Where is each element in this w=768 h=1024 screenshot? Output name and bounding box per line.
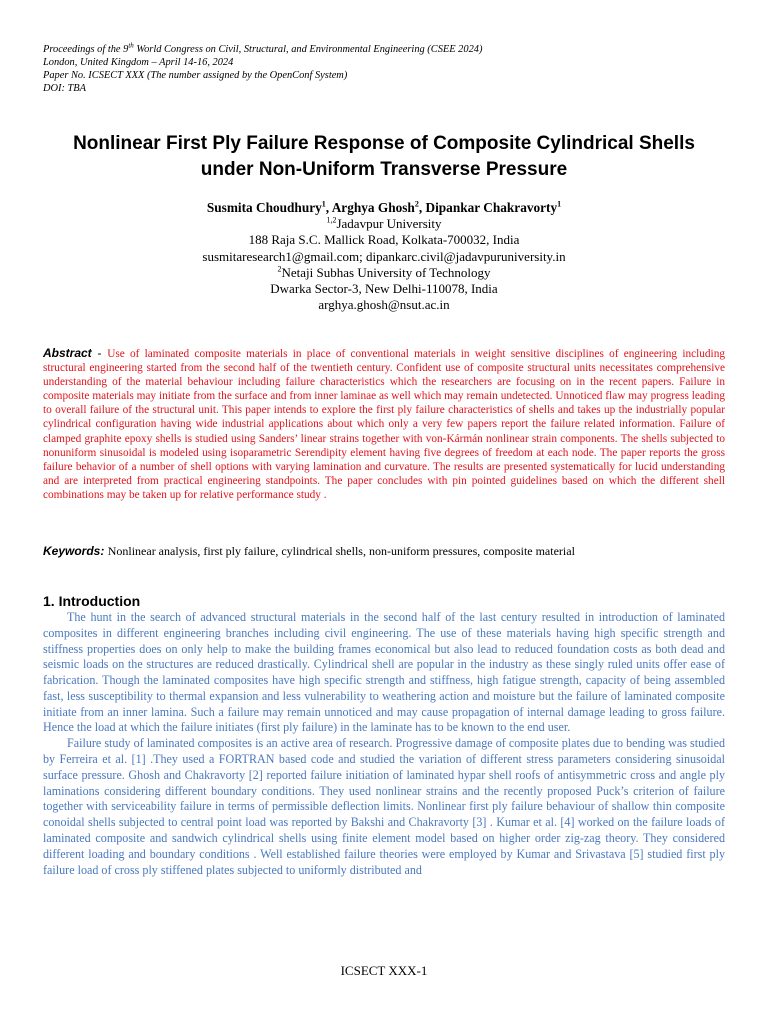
section-heading-introduction: 1. Introduction <box>43 593 141 609</box>
affiliation-2-address: Dwarka Sector-3, New Delhi-110078, India <box>270 281 498 297</box>
paragraph: The hunt in the search of advanced structural materials in the second half of the last century resulted in introduction of laminated composites in different engineering branches including civil engineering. The use of these materials having high specific strength and stiffness properties does on only help to make the building frames economical but also lead to reduced foundation costs as both dead and seismic loads on the structures are reduced drastically. Cylindrical shell are popular in the industry as these singly ruled units offer ease of fabrication. Though the laminated composites have high specific strength and stiffness, high fatigue strength, capacity of being assembled fast, less susceptibility to thermal expansion and less vulnerability to weathering action and moisture but the failure of laminated composite initiate from an inner lamina. Such a failure may remain unnoticed and may cause propagation of internal damage leading to gross failure. Hence the load at which the failure initiates (first ply failure) in the laminate has to be known to the end user. <box>43 610 725 735</box>
paragraph: Failure study of laminated composites is an active area of research. Progressive damage of composite plates due to bending was studied by Ferreira et al. [1] .They used a FORTRAN based code and studied the variation of different stress parameters considering sinusoidal surface pressure. Ghosh and Chakravorty [2] reported failure initiation of laminated hypar shell roofs of antisymmetric cross and angle ply laminations considering different boundary conditions. They used nonlinear strains and the recently proposed Puck’s criterion of failure together with serviceability failure in terms of permissible deflection limits. Nonlinear first ply failure behaviour of shallow thin composite conoidal shells subjected to central point load was reported by Bakshi and Chakravorty [3] . Kumar et al. [4] worked on the failure loads of laminated composite and sandwich cylindrical shells using finite element model based on higher order zig-zag theory. They considered different loading and boundary conditions . Well established failure theories were employed by Kumar and Srivastava [5] studied first ply failure load of cross ply stiffened plates subjected to uniformly distributed and <box>43 736 725 877</box>
conference-location-date: London, United Kingdom – April 14-16, 2024 <box>43 57 234 68</box>
affiliation-1-address: 188 Raja S.C. Mallick Road, Kolkata-700032, India <box>248 232 520 248</box>
affiliation-2-email: arghya.ghosh@nsut.ac.in <box>318 297 450 313</box>
affiliation-1: $^{1,2}$Jadavpur University <box>326 215 442 232</box>
keywords: Keywords: Nonlinear analysis, first ply failure, cylindrical shells, non-uniform pressures, composite material <box>43 544 575 558</box>
author-names: Susmita Choudhury$^1$, Arghya Ghosh$^2$, Dipankar Chakravorty$^1$ <box>206 199 562 215</box>
abstract-text: Use of laminated composite materials in place of conventional materials in weight sensitive disciplines of engineering including structural engineering started from the second half of the twentieth century. Confident use of composite structural units necessitates comprehensive understanding of the material behaviour including failure characteristics which the researchers are focusing on in the recent papers. Failure in composite materials may initiate from the surface and from inner laminae as well which may remain undetected. Unnoticed flaw may progress leading to overall failure of the structural unit. This paper intends to explore the first ply failure characteristics of shells and takes up the industrially popular cylindrical configuration having wide industrial applications about which only a very few papers report the failure related information. Failure of clamped graphite epoxy shells is studied using Sanders’ linear strains together with von-Kármán nonlinear strain components. The shells subjected to nonuniform sinusoidal is modeled using isoparametric Serendipity element having five degrees of freedom at each node. The paper reports the gross failure behavior of a number of shell options with varying lamination and curvature. The results are presented systematically for lucid understanding and are interpreted from practical engineering standpoints. The paper concludes with pin pointed guidelines based on which the different shell combinations may be taken up for relative performance study . <box>43 348 725 501</box>
paper-title: Nonlinear First Ply Failure Response of Composite Cylindrical Shells under Non-Uniform Transverse Pressure <box>73 133 695 180</box>
proceedings-line: Proceedings of the 9th World Congress on Civil, Structural, and Environmental Engineering (CSEE 2024) <box>43 41 483 55</box>
affiliation-2: $^2$Netaji Subhas University of Technology <box>277 264 491 280</box>
keywords-label: Keywords <box>43 544 101 558</box>
paper-number: Paper No. ICSECT XXX (The number assigned by the OpenConf System) <box>43 70 348 81</box>
introduction-body <box>43 610 725 878</box>
doi: DOI: TBA <box>43 83 86 94</box>
affiliation-1-email: susmitaresearch1@gmail.com; dipankarc.civil@jadavpuruniversity.in <box>202 248 566 264</box>
keywords-text: Nonlinear analysis, first ply failure, cylindrical shells, non-uniform pressures, composite material <box>107 544 575 558</box>
abstract: Abstract - Use of laminated composite materials in place of conventional materials in weight sensitive disciplines of engineering including structural engineering started from the second half of the twentieth century. Confident use of composite structural units necessitates comprehensive understanding of the material behaviour including failure characteristics which the researchers are focusing on in the recent papers. Failure in composite materials may initiate from the surface and from inner laminae as well which may remain undetected. Unnoticed flaw may progress leading to overall failure of the structural unit. This paper intends to explore the first ply failure characteristics of shells and takes up the industrially popular cylindrical configuration having wide industrial applications about which only a very few papers report the failure related information. Failure of clamped graphite epoxy shells is studied using Sanders’ linear strains together with von-Kármán nonlinear strain components. The shells subjected to nonuniform sinusoidal is modeled using isoparametric Serendipity element having five degrees of freedom at each node. The paper reports the gross failure behavior of a number of shell options with varying lamination and curvature. The results are presented systematically for lucid understanding and are interpreted from practical engineering standpoints. The paper concludes with pin pointed guidelines based on which the different shell combinations may be taken up for relative performance study . <box>43 346 725 501</box>
author-block <box>30 200 738 313</box>
page-footer: ICSECT XXX-1 <box>340 963 428 978</box>
abstract-label: Abstract <box>43 346 92 360</box>
proceedings-header <box>43 43 733 95</box>
